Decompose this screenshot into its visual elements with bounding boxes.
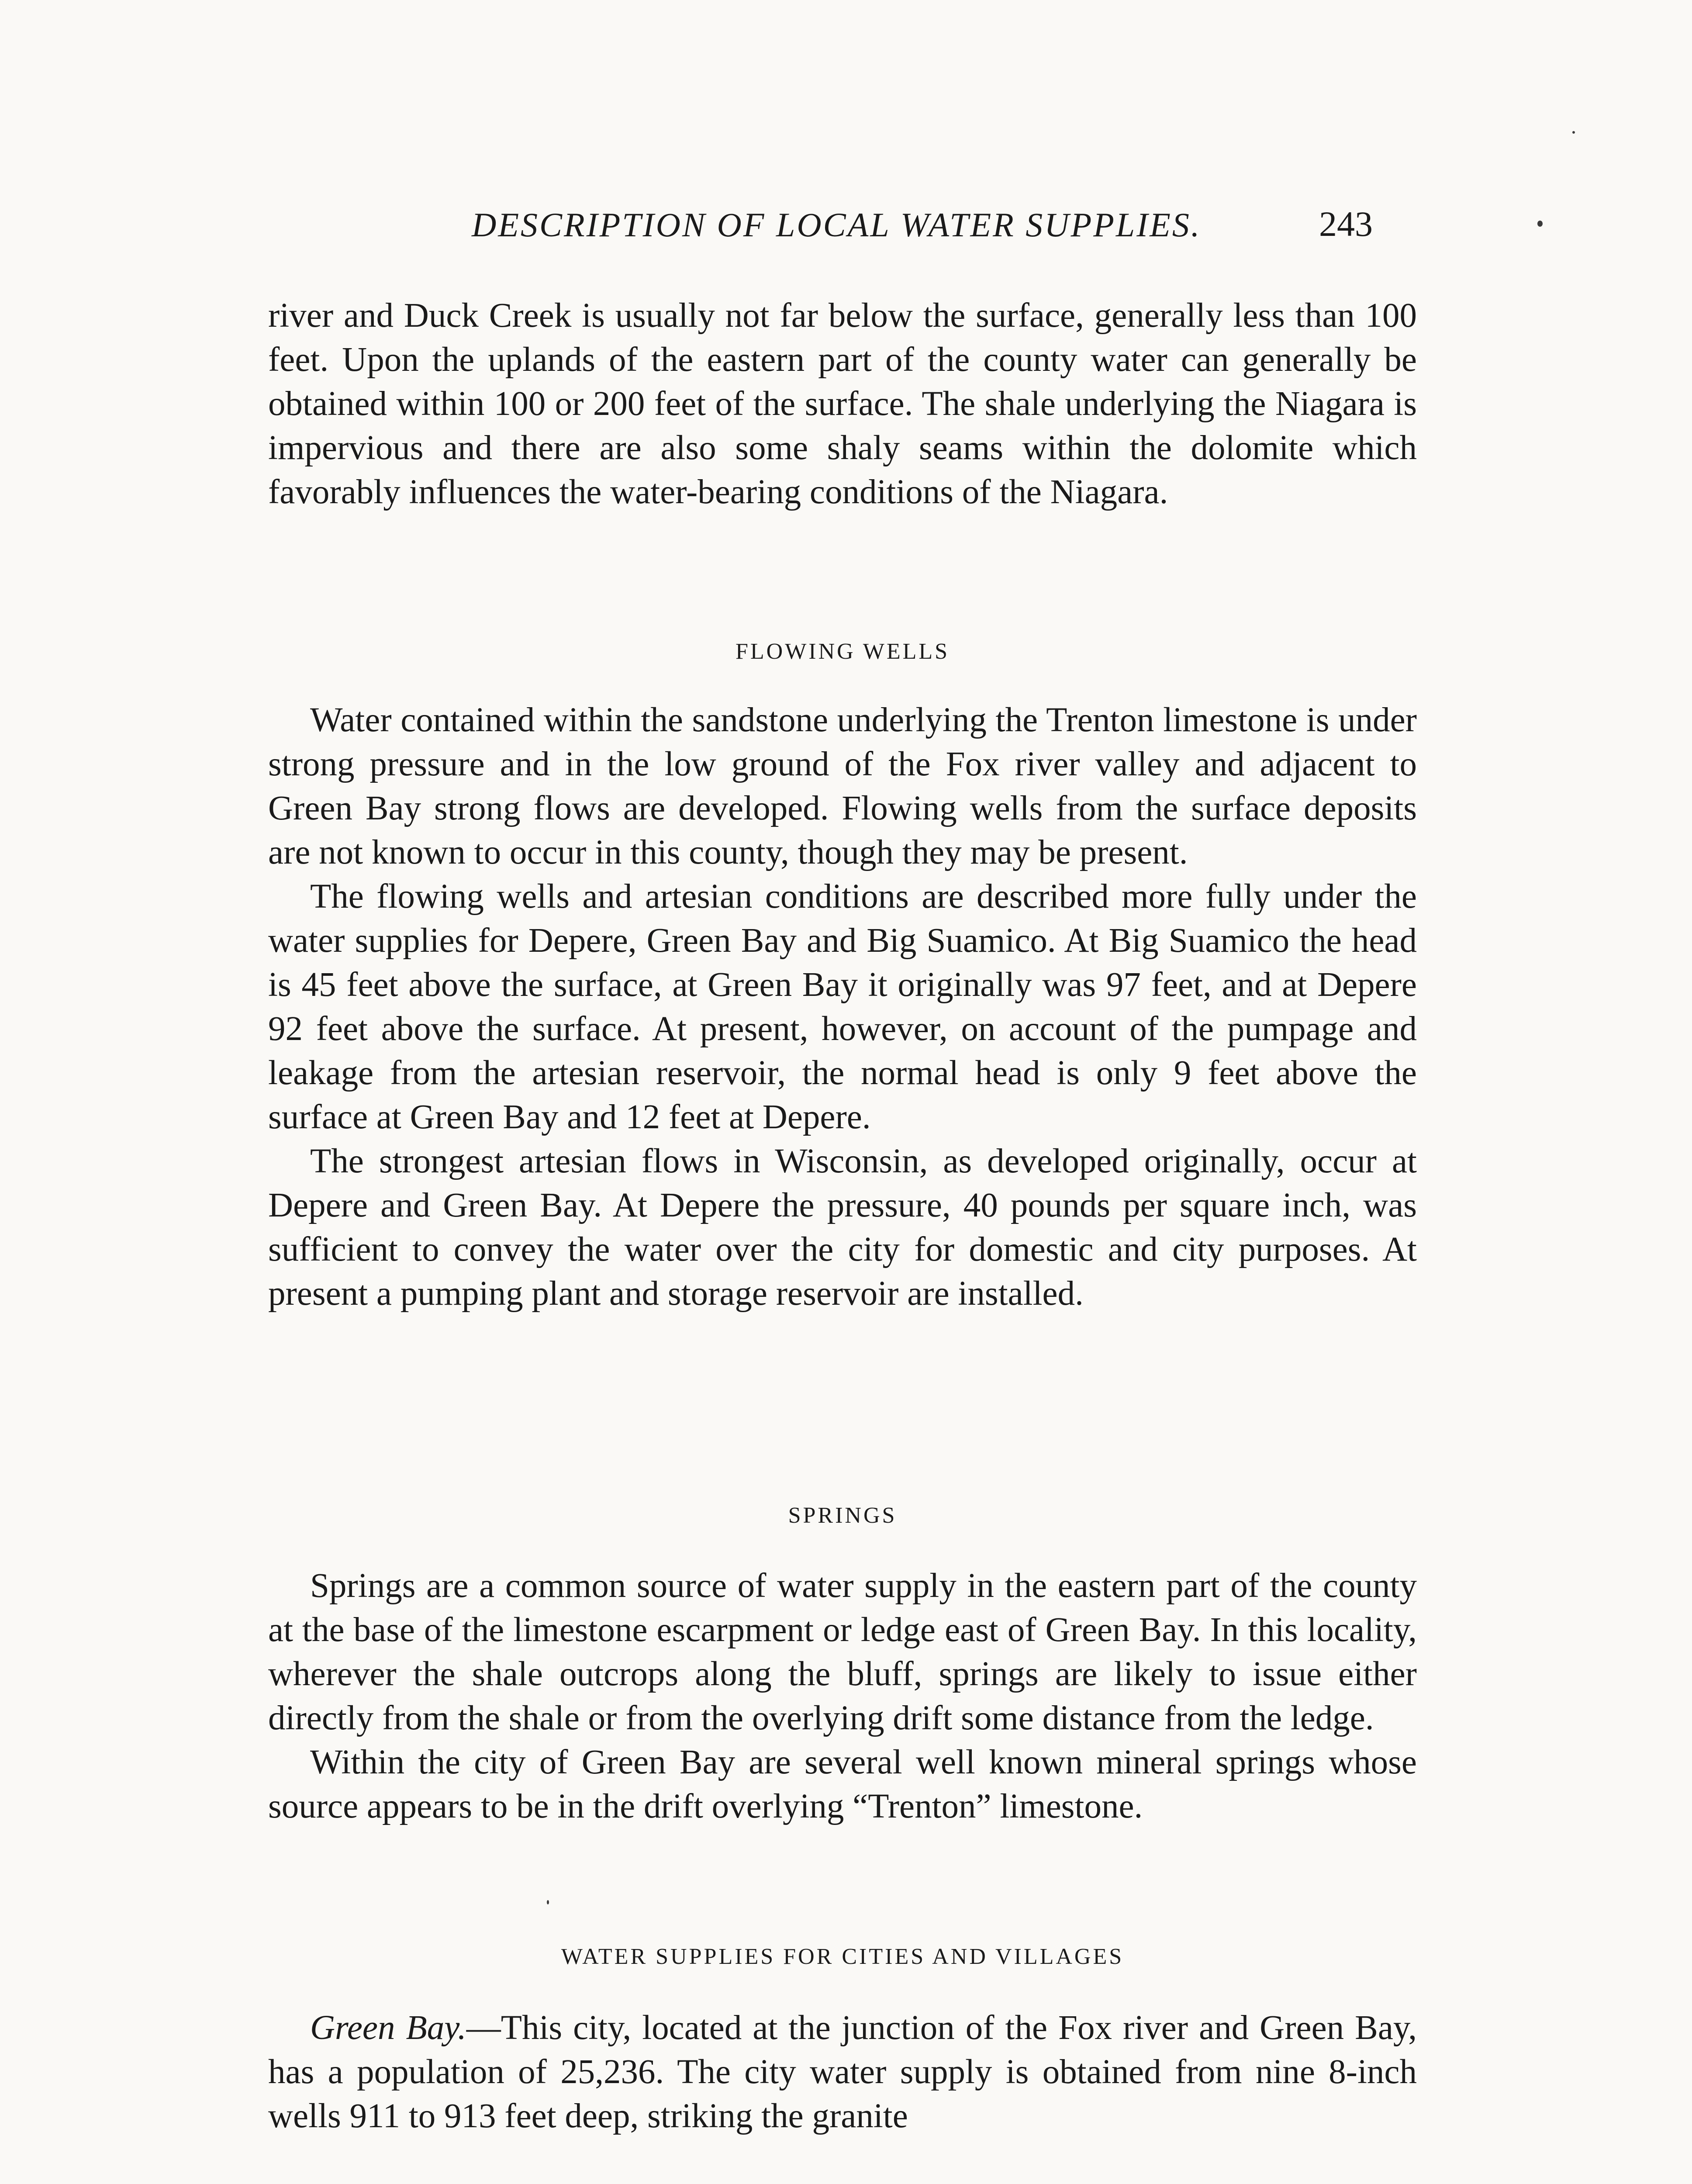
running-title: DESCRIPTION OF LOCAL WATER SUPPLIES. [472, 206, 1202, 244]
paragraph: Within the city of Green Bay are several well known mineral springs whose source appears to be in the drift overlying “Trenton” limestone. [268, 1743, 1417, 1825]
paragraph [268, 2006, 1417, 2138]
section-heading-flowing-wells: FLOWING WELLS [735, 639, 950, 664]
paragraph: The strongest artesian flows in Wisconsin, as developed originally, occur at Depere and Green Bay. At Depere the pressure, 40 pounds per square inch, was sufficient to convey the water over the city for domestic and city purposes. At present a pumping plant and storage reservoir are installed. [268, 1142, 1417, 1313]
paragraph: Springs are a common source of water supply in the eastern part of the county at the base of the limestone escarpment or ledge east of Green Bay. In this locality, wherever the shale outcrops along the bluff, springs are likely to issue either directly from the shale or from the overlying drift some distance from the ledge. [268, 1567, 1417, 1737]
intro-block [268, 294, 1417, 514]
flowing-wells-block [268, 698, 1417, 1316]
paragraph: river and Duck Creek is usually not far below the surface, generally less than 100 feet. Upon the uplands of the eastern part of the county water can generally be obtained within 100 or 200 feet of the surface. The shale underlying the Niagara is impervious and there are also some shaly seams within the dolomite which favorably influences the water-bearing conditions of the Niagara. [268, 297, 1417, 511]
runin-title: Green Bay. [310, 2009, 466, 2047]
paragraph: Water contained within the sandstone underlying the Trenton limestone is under strong pressure and in the low ground of the Fox river valley and adjacent to Green Bay strong flows are developed. Flowing wells from the surface deposits are not known to occur in this county, though they may be present. [268, 701, 1417, 871]
section-heading-water-supplies: WATER SUPPLIES FOR CITIES AND VILLAGES [561, 1944, 1124, 1969]
springs-block [268, 1564, 1417, 1828]
ink-speck [1572, 131, 1575, 134]
paragraph: The flowing wells and artesian conditions are described more fully under the water supplies for Depere, Green Bay and Big Suamico. At Big Suamico the head is 45 feet above the surface, at Green Bay it originally was 97 feet, and at Depere 92 feet above the surface. At present, however, on account of the pumpage and leakage from the artesian reservoir, the normal head is only 9 feet above the surface at Green Bay and 12 feet at Depere. [268, 878, 1417, 1136]
section-heading-springs: SPRINGS [788, 1503, 897, 1528]
water-supplies-block [268, 2006, 1417, 2138]
paragraph-text: —This city, located at the junction of the Fox river and Green Bay, has a population of 25,236. The city water supply is obtained from nine 8-inch wells 911 to 913 feet deep, striking the granite [268, 2009, 1417, 2135]
page-number: 243 [1319, 204, 1373, 244]
ink-speck [1537, 221, 1543, 227]
ink-speck [547, 1900, 549, 1904]
